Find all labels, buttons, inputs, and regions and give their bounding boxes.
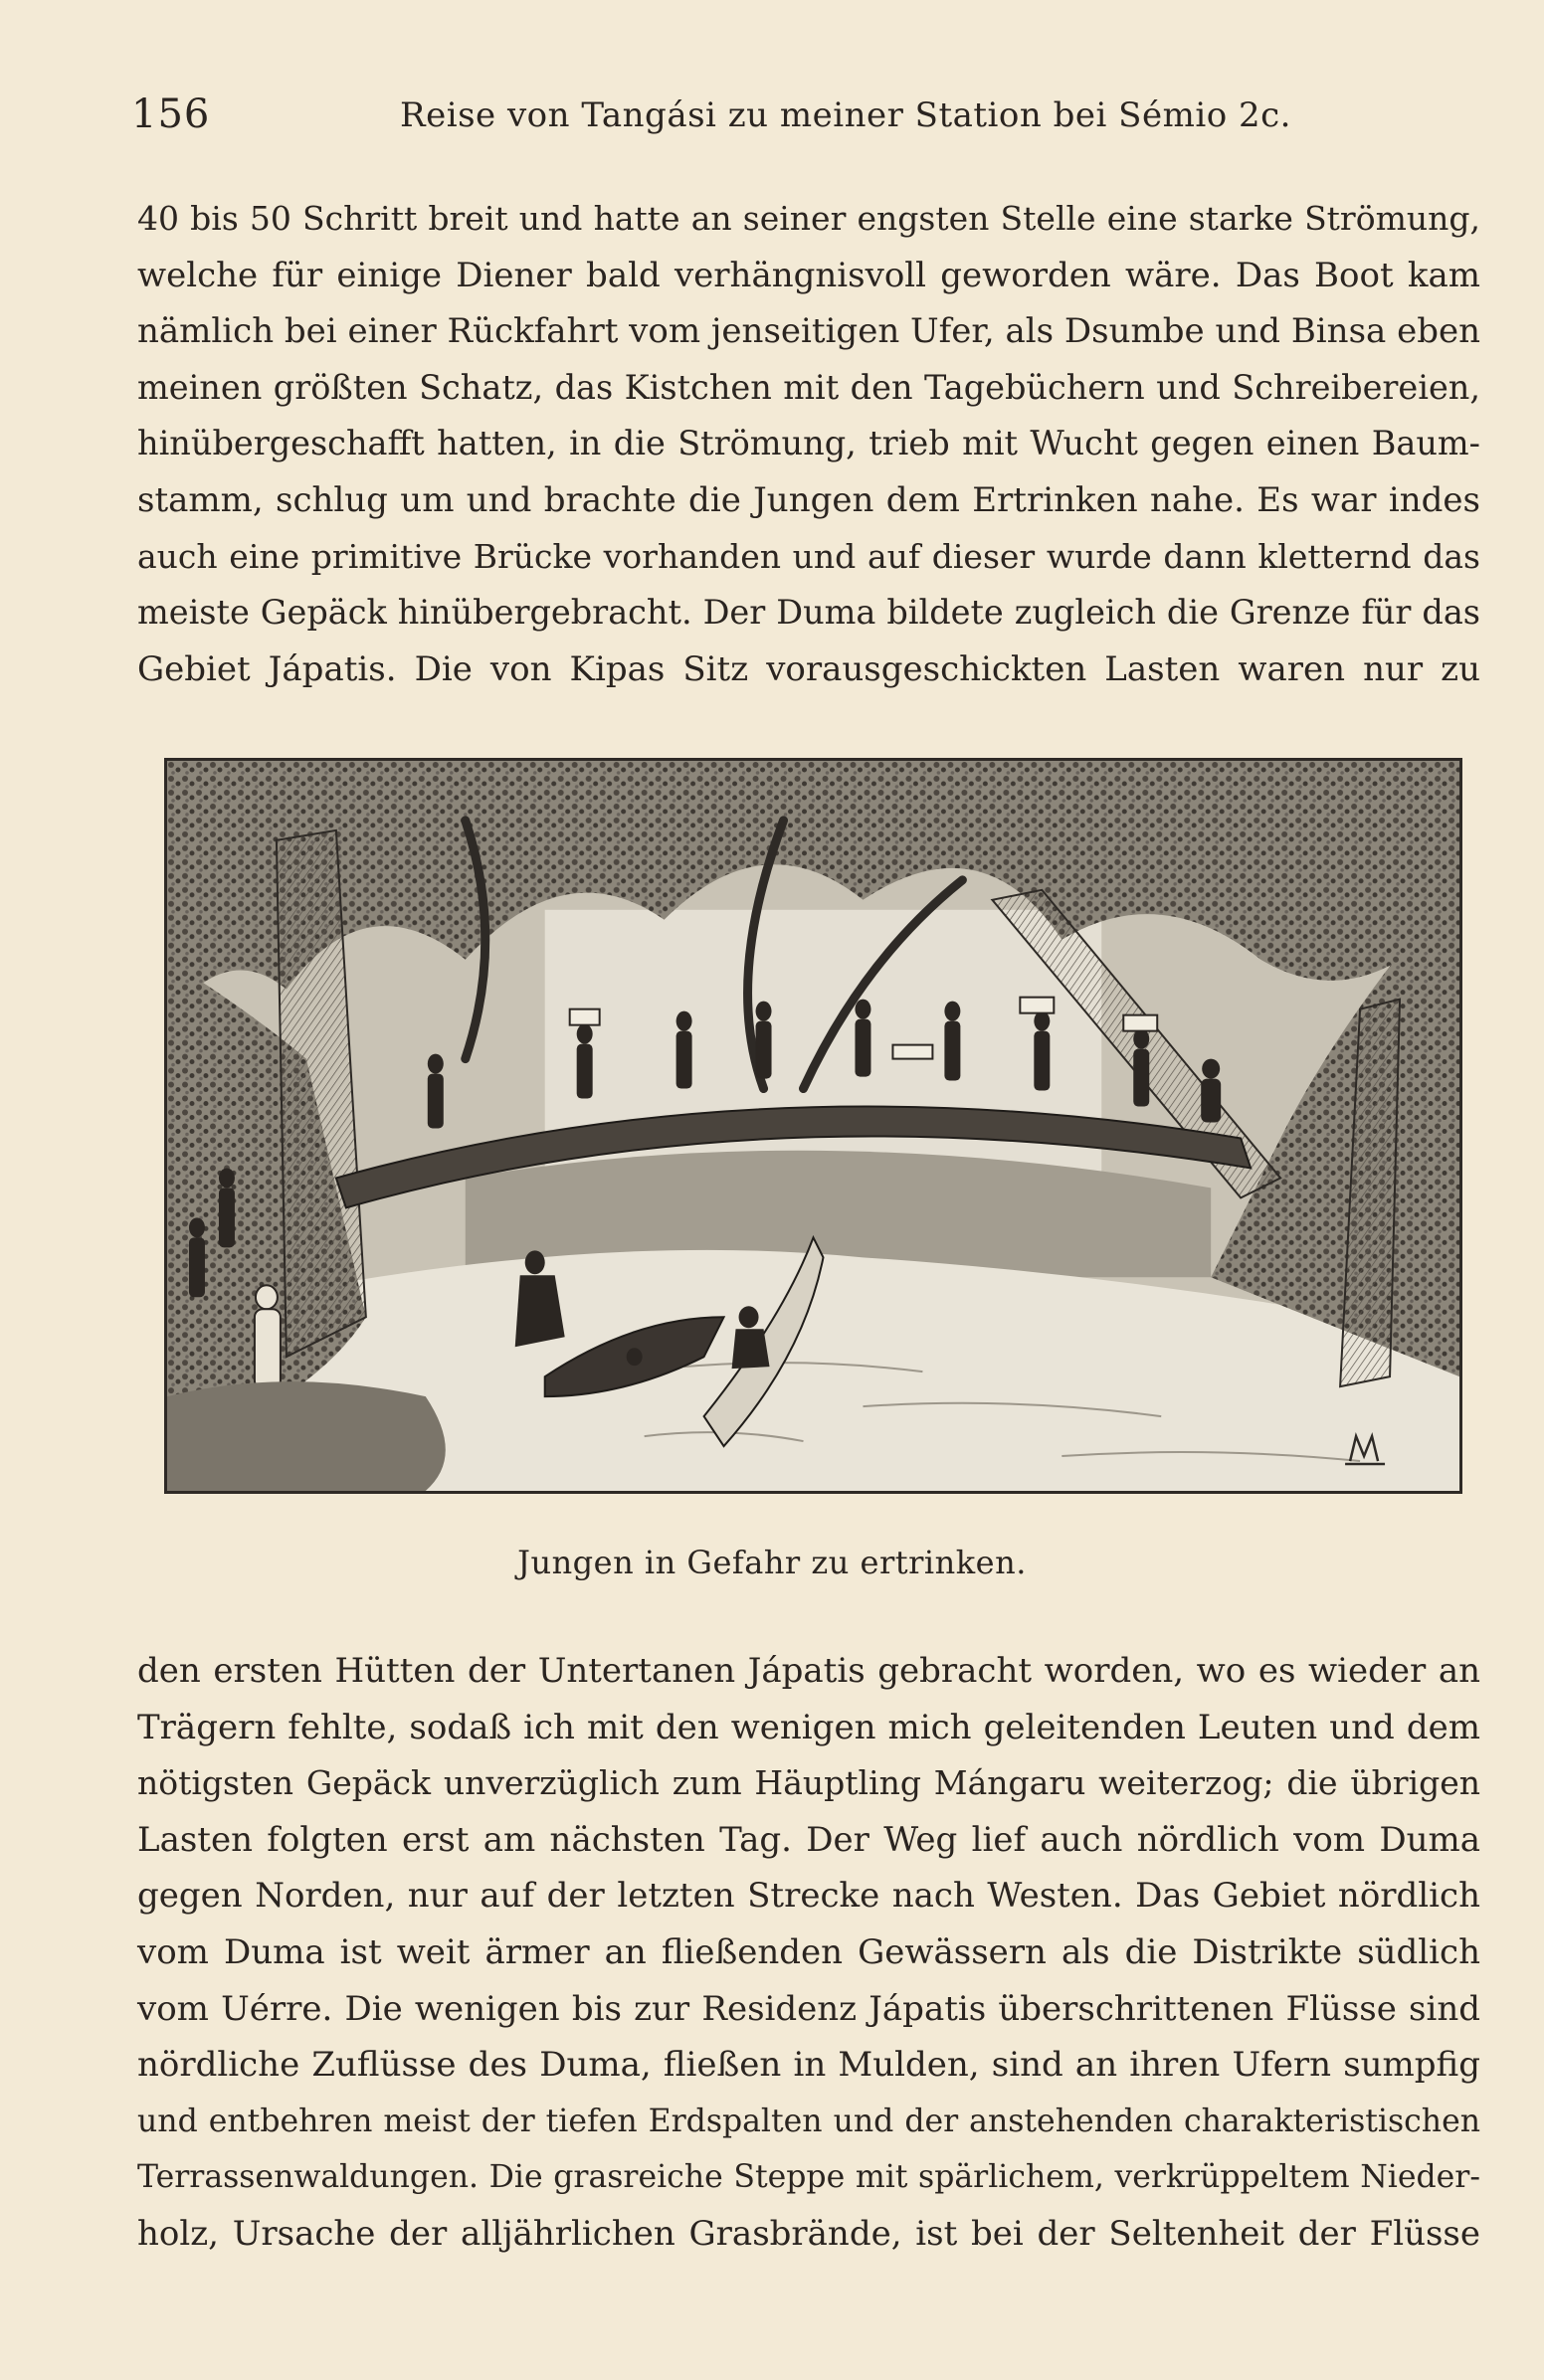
text-line: stamm, schlug um und brachte die Jungen dem Ertrinken nahe. Es war indes <box>137 479 1480 520</box>
text-line: meiste Gepäck hinübergebracht. Der Duma bildete zugleich die Grenze für das <box>137 593 1480 633</box>
page-header <box>131 92 1484 151</box>
text-line: 40 bis 50 Schritt breit und hatte an seiner engsten Stelle eine starke Strömung, <box>137 199 1480 238</box>
text-line: Trägern fehlte, sodaß ich mit den wenigen mich geleitenden Leuten und dem <box>137 1707 1480 1747</box>
river-bridge-engraving <box>167 761 1459 1491</box>
text-line: meinen größten Schatz, das Kistchen mit den Tagebüchern und Schreibereien, <box>137 367 1480 407</box>
text-line: nämlich bei einer Rückfahrt vom jenseitigen Ufer, als Dsumbe und Binsa eben <box>137 311 1481 352</box>
text-line: holz, Ursache der alljährlichen Grasbrände, ist bei der Seltenheit der Flüsse <box>137 2213 1480 2254</box>
body-text-top <box>137 191 1480 697</box>
text-line: Terrassenwaldungen. Die grasreiche Steppe mit spärlichem, verkrüppeltem Nieder- <box>137 2159 1480 2196</box>
text-line: hinübergeschafft hatten, in die Strömung, trieb mit Wucht gegen einen Baum- <box>137 424 1480 463</box>
text-line: nötigsten Gepäck unverzüglich zum Häuptling Mángaru weiterzog; die übrigen <box>137 1763 1480 1803</box>
text-line: vom Uérre. Die wenigen bis zur Residenz Jápatis überschrittenen Flüsse sind <box>137 1988 1480 2029</box>
text-line: und entbehren meist der tiefen Erdspalten und der anstehenden charakteristischen <box>137 2103 1480 2139</box>
text-line: Gebiet Jápatis. Die von Kipas Sitz vorausgeschickten Lasten waren nur zu <box>137 648 1480 689</box>
text-line: den ersten Hütten der Untertanen Jápatis gebracht worden, wo es wieder an <box>137 1651 1480 1691</box>
figure-caption: Jungen in Gefahr zu ertrinken. <box>517 1544 1027 1581</box>
text-line: gegen Norden, nur auf der letzten Strecke nach Westen. Das Gebiet nördlich <box>137 1876 1480 1917</box>
text-line: nördliche Zuflüsse des Duma, fließen in Mulden, sind an ihren Ufern sumpfig <box>137 2045 1480 2086</box>
page-number: 156 <box>131 92 211 137</box>
text-line: welche für einige Diener bald verhängnisvoll geworden wäre. Das Boot kam <box>137 255 1480 295</box>
running-title: Reise von Tangási zu meiner Station bei Sémio 2c. <box>400 95 1291 135</box>
text-line: Lasten folgten erst am nächsten Tag. Der Weg lief auch nördlich vom Duma <box>137 1819 1480 1860</box>
text-line: vom Duma ist weit ärmer an fließenden Gewässern als die Distrikte südlich <box>137 1931 1480 1972</box>
engraving-illustration <box>164 758 1462 1494</box>
body-text-bottom <box>137 1643 1480 2263</box>
text-line: auch eine primitive Brücke vorhanden und auf dieser wurde dann kletternd das <box>137 536 1480 576</box>
